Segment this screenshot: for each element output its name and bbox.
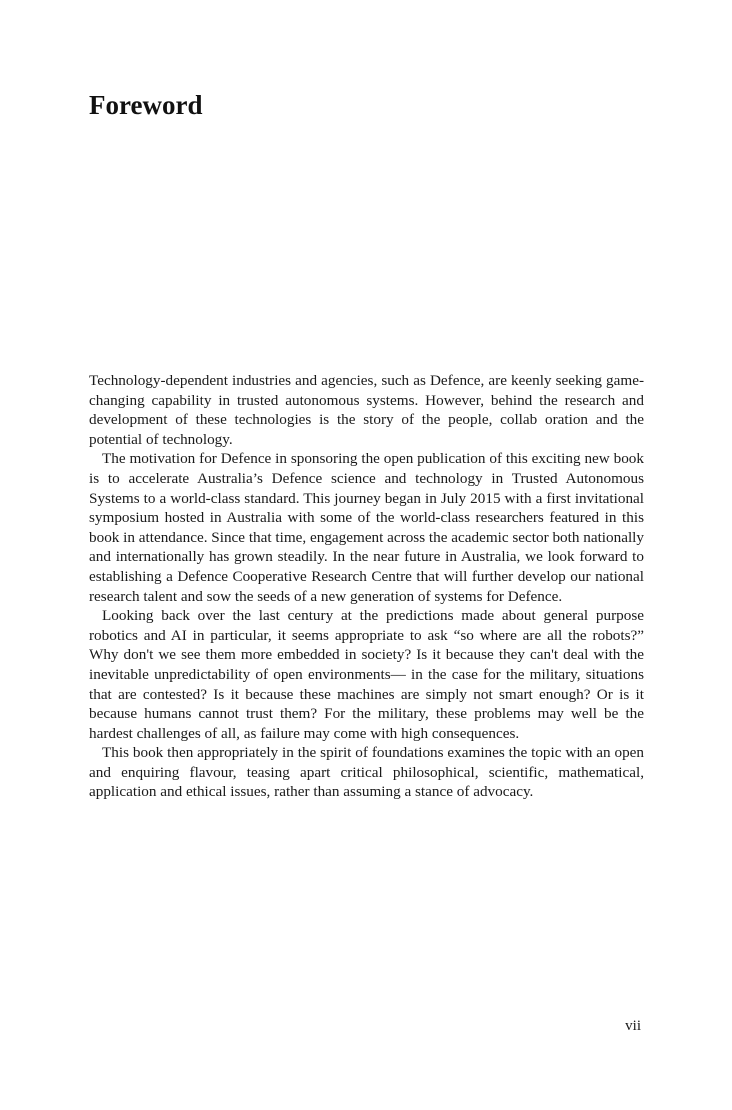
paragraph: Technology-dependent industries and agencies, such as Defence, are keenly seeking game-changing capability in trusted autonomous systems. However, behind the research and development of these technologies is the story of the people, collab oration and the potential of technology. [89,372,644,448]
paragraph: The motivation for Defence in sponsoring the open publication of this exciting new book is to accelerate Australia’s Defence science and technology in Trusted Autonomous Systems to a world-class standard. This journey began in July 2015 with a first invitational symposium hosted in Australia with some of the world-class researchers featured in this book in attendance. Since that time, engagement across the academic sector both nationally and internationally has grown steadily. In the near future in Australia, we look forward to establishing a Defence Cooperative Research Centre that will further develop our national research talent and sow the seeds of a new generation of systems for Defence. [89,450,644,605]
chapter-title: Foreword [89,90,203,120]
paragraph: This book then appropriately in the spirit of foundations examines the topic with an open and enquiring flavour, teasing apart critical philosophical, scientific, mathematical, application and ethical issues, rather than assuming a stance of advocacy. [89,744,644,801]
foreword-body [89,371,644,802]
paragraph: Looking back over the last century at the predictions made about general purpose robotics and AI in particular, it seems appropriate to ask “so where are all the robots?” Why don't we see them more embedded in society? Is it because they can't deal with the inevitable unpredictability of open environments— in the case for the military, situations that are contested? Is it because these machines are simply not smart enough? Or is it because humans cannot trust them? For the military, these problems may well be the hardest challenges of all, as failure may come with high consequences. [89,607,644,742]
page-number: vii [625,1018,641,1034]
